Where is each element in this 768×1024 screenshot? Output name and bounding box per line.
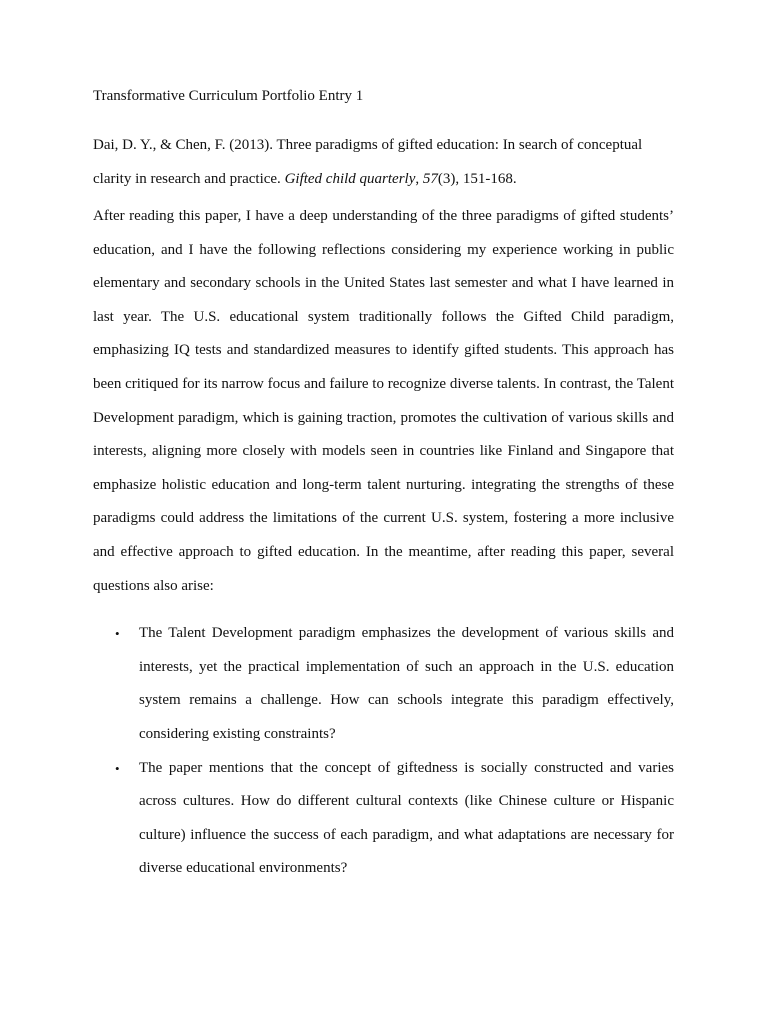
- list-item: [93, 752, 674, 886]
- citation-separator: ,: [415, 171, 423, 187]
- list-item: [93, 617, 674, 751]
- document-page: [93, 86, 674, 886]
- document-title: Transformative Curriculum Portfolio Entry 1: [93, 88, 364, 104]
- citation-issue-pages: (3), 151-168.: [437, 171, 517, 187]
- questions-list: [93, 617, 674, 886]
- bullet-icon: •: [115, 760, 120, 776]
- bullet-icon: •: [115, 626, 120, 642]
- reflection-paragraph: After reading this paper, I have a deep understanding of the three paradigms of gifted students’ education, and I have the following reflections considering my experience working in public elementary and secondary schools in the United States last semester and what I have learned in last year. The U.S. educational system traditionally follows the Gifted Child paradigm, emphasizing IQ tests and standardized measures to identify gifted students. This approach has been critiqued for its narrow focus and failure to recognize diverse talents. In contrast, the Talent Development paradigm, which is gaining traction, promotes the cultivation of various skills and interests, aligning more closely with models seen in countries like Finland and Singapore that emphasize holistic education and long-term talent nurturing. integrating the strengths of these paradigms could address the limitations of the current U.S. system, fostering a more inclusive and effective approach to gifted education. In the meantime, after reading this paper, several questions also arise:: [93, 208, 674, 594]
- citation-authors-title: Dai, D. Y., & Chen, F. (2013). Three paradigms of gifted education: In search of conceptual clarity in research and practice.: [93, 137, 643, 187]
- question-text: The paper mentions that the concept of giftedness is socially constructed and varies across cultures. How do different cultural contexts (like Chinese culture or Hispanic culture) influence the success of each paradigm, and what adaptations are necessary for diverse educational environments?: [139, 759, 674, 877]
- reference-citation: [93, 128, 674, 196]
- citation-volume: 57: [422, 171, 438, 187]
- question-text: The Talent Development paradigm emphasizes the development of various skills and interests, yet the practical implementation of such an approach in the U.S. education system remains a challenge. How can schools integrate this paradigm effectively, considering existing constraints?: [139, 625, 674, 742]
- citation-journal: Gifted child quarterly: [284, 171, 416, 187]
